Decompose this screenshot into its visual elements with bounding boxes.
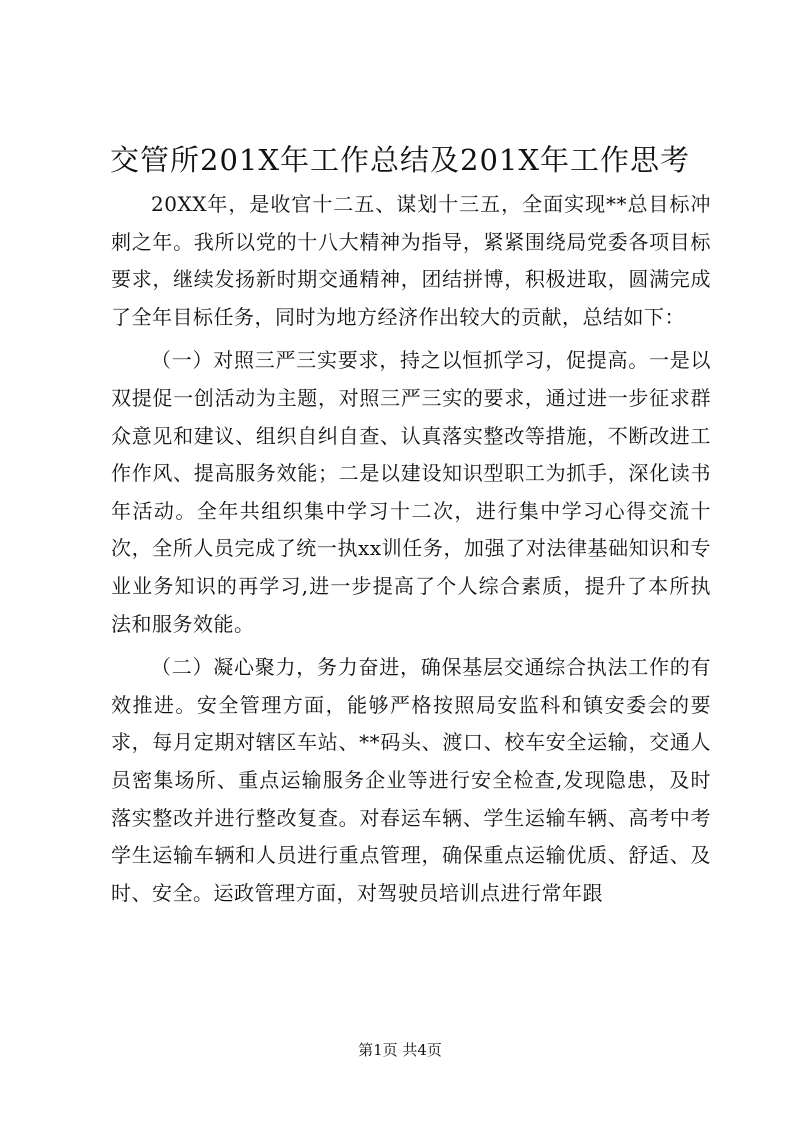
document-title: 交管所201X年工作总结及201X年工作思考 [110, 143, 690, 177]
page-footer: 第1页 共4页 [358, 1041, 442, 1059]
document-body [111, 186, 711, 918]
paragraph-section-1: （一）对照三严三实要求，持之以恒抓学习，促提高。一是以双提促一创活动为主题，对照三严三实的要求，通过进一步征求群众意见和建议、组织自纠自查、认真落实整改等措施，不断改进工作作风、提高服务效能；二是以建设知识型职工为抓手，深化读书年活动。全年共组织集中学习十二次，进行集中学习心得交流十次，全所人员完成了统一执xx训任务，加强了对法律基础知识和专业业务知识的再学习,进一步提高了个人综合素质，提升了本所执法和服务效能。 [111, 348, 711, 636]
paragraph-intro: 20XX年，是收官十二五、谋划十三五，全面实现**总目标冲刺之年。我所以党的十八大精神为指导，紧紧围绕局党委各项目标要求，继续发扬新时期交通精神，团结拼博，积极进取，圆满完成了全年目标任务，同时为地方经济作出较大的贡献，总结如下： [111, 192, 711, 329]
paragraph-section-2: （二）凝心聚力，务力奋进，确保基层交通综合执法工作的有效推进。安全管理方面，能够严格按照局安监科和镇安委会的要求，每月定期对辖区车站、**码头、渡口、校车安全运输，交通人员密集场所、重点运输服务企业等进行安全检查,发现隐患，及时落实整改并进行整改复查。对春运车辆、学生运输车辆、高考中考学生运输车辆和人员进行重点管理，确保重点运输优质、舒适、及时、安全。运政管理方面，对驾驶员培训点进行常年跟 [111, 655, 711, 905]
